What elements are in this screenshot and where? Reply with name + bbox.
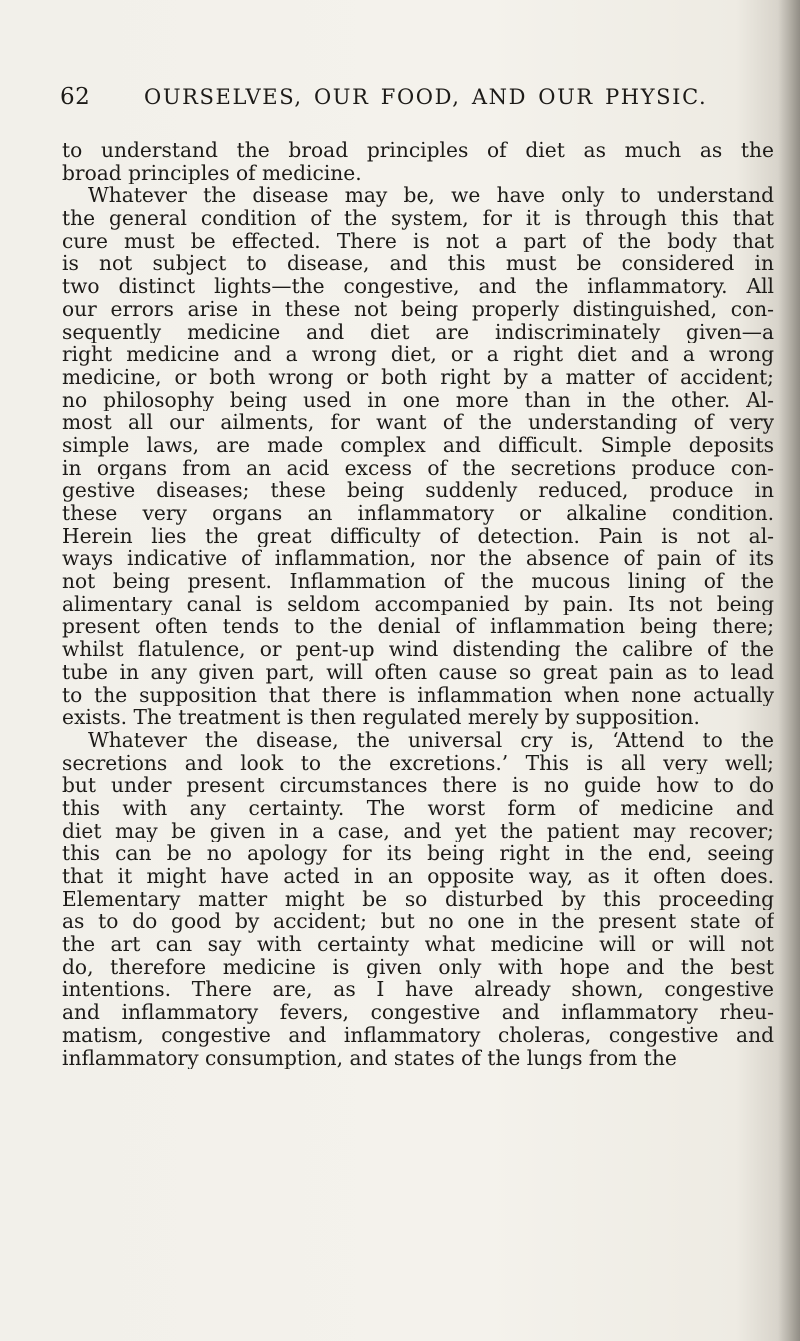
text-line: simple laws, are made complex and difficult. Simple deposits — [62, 433, 774, 457]
body-text — [62, 139, 774, 1069]
text-line: Herein lies the great difficulty of detection. Pain is not al- — [62, 524, 774, 548]
text-line: this with any certainty. The worst form of medicine and — [62, 796, 774, 820]
text-line: our errors arise in these not being properly distinguished, con- — [62, 297, 774, 321]
text-line: the art can say with certainty what medicine will or will not — [62, 933, 774, 956]
text-line: intentions. There are, as I have already shown, congestive — [62, 978, 774, 1002]
text-line: right medicine and a wrong diet, or a right diet and a wrong — [62, 343, 774, 366]
text-line: inflammatory consumption, and states of the lungs from the — [62, 1046, 677, 1070]
page-edge-shadow — [778, 0, 800, 1341]
text-line: in organs from an acid excess of the secretions produce con- — [62, 456, 774, 480]
text-line: not being present. Inflammation of the mucous lining of the — [62, 570, 774, 593]
text-line: sequently medicine and diet are indiscriminately given—a — [62, 320, 774, 344]
text-line: present often tends to the denial of inflammation being there; — [62, 615, 774, 639]
text-line: these very organs an inflammatory or alkaline condition. — [62, 502, 774, 525]
text-line: do, therefore medicine is given only with hope and the best — [62, 955, 774, 979]
text-line: matism, congestive and inflammatory choleras, congestive and — [62, 1023, 774, 1047]
text-line: to the supposition that there is inflammation when none actually — [62, 683, 774, 707]
text-line: as to do good by accident; but no one in the present state of — [62, 910, 774, 934]
text-line: the general condition of the system, for it is through this that — [62, 207, 774, 230]
text-line: tube in any given part, will often cause so great pain as to lead — [62, 660, 774, 684]
text-line: most all our ailments, for want of the understanding of very — [62, 411, 774, 434]
text-line: and inflammatory fevers, congestive and inflammatory rheu- — [62, 1001, 774, 1024]
text-line: is not subject to disease, and this must be considered in — [62, 252, 774, 276]
text-line: two distinct lights—the congestive, and the inflammatory. All — [62, 275, 774, 298]
text-line: ways indicative of inflammation, nor the absence of pain of its — [62, 547, 774, 571]
text-line: whilst flatulence, or pent-up wind distending the calibre of the — [62, 638, 774, 661]
text-line: Elementary matter might be so disturbed by this proceeding — [62, 887, 774, 911]
text-line: alimentary canal is seldom accompanied by pain. Its not being — [62, 592, 774, 616]
paragraph-start-line: Whatever the disease may be, we have only to understand — [88, 184, 774, 208]
text-line: medicine, or both wrong or both right by a matter of accident; — [62, 365, 774, 389]
text-line: this can be no apology for its being right in the end, seeing — [62, 842, 774, 865]
text-line: that it might have acted in an opposite way, as it often does. — [62, 865, 774, 888]
page-number: 62 — [60, 84, 91, 110]
text-line: no philosophy being used in one more than in the other. Al- — [62, 388, 774, 412]
text-line: exists. The treatment is then regulated merely by supposition. — [62, 706, 700, 729]
running-title: OURSELVES, OUR FOOD, AND OUR PHYSIC. — [144, 85, 708, 109]
text-line: but under present circumstances there is no guide how to do — [62, 774, 774, 797]
text-line: gestive diseases; these being suddenly reduced, produce in — [62, 479, 774, 502]
text-line: broad principles of medicine. — [62, 161, 362, 185]
paragraph-start-line: Whatever the disease, the universal cry is, ‘Attend to the — [88, 728, 774, 752]
text-line: secretions and look to the excretions.’ This is all very well; — [62, 751, 774, 775]
text-line: to understand the broad principles of diet as much as the — [62, 139, 774, 162]
page-header — [60, 84, 760, 120]
text-line: cure must be effected. There is not a part of the body that — [62, 229, 774, 253]
text-line: diet may be given in a case, and yet the patient may recover; — [62, 819, 774, 843]
